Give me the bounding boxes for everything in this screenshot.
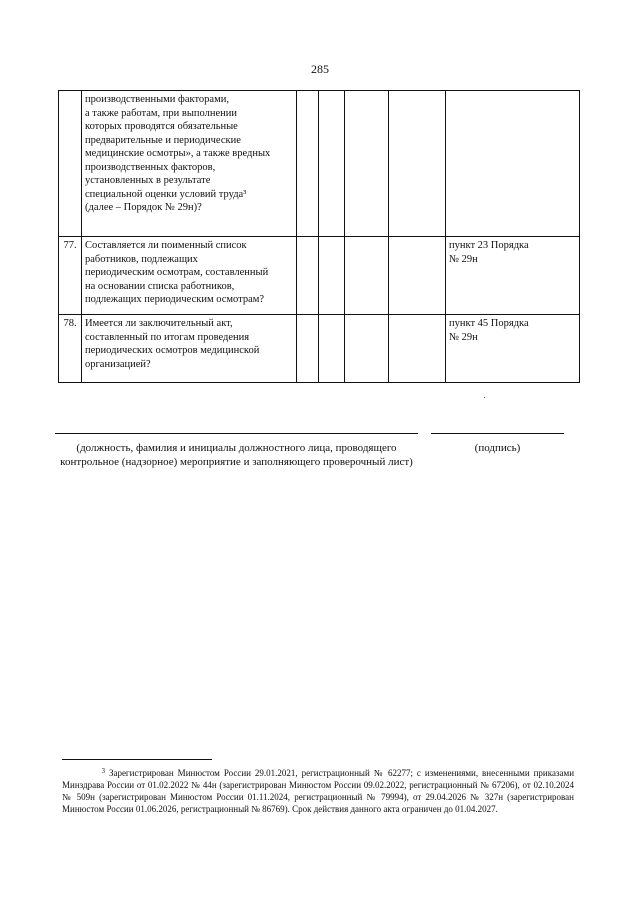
answer-no-cell[interactable] (319, 237, 345, 315)
footnote-text: Зарегистрирован Минюстом России 29.01.2021, регистрационный № 62277; с изменениями, внесенными приказами Минздрава России от 01.02.2022 № 44н (зарегистрирован Минюстом России 09.02.2022, регистрационный № 67206), от 02.10.2024 № 509н (зарегистрирован Минюстом России 01.11.2024, регистрационный № 79994), от 29.04.2026 № 327н (зарегистрирован Минюстом России 01.06.2026, регистрационный № 86769). Срок действия данного акта ограничен до 01.04.2027. (62, 768, 575, 814)
question-line: специальной оценки условий труда³ (85, 188, 247, 200)
question-line: производственных факторов, (85, 161, 216, 173)
signature-line[interactable] (431, 433, 564, 434)
signature-caption: (подпись) (474, 442, 521, 454)
reference-cell (446, 315, 580, 383)
answer-no-cell[interactable] (319, 91, 345, 237)
answer-yes-cell[interactable] (297, 237, 319, 315)
row-number: 77. (59, 237, 82, 315)
footnote-mark: 3 (101, 767, 105, 775)
official-signature-line[interactable] (55, 433, 418, 434)
answer-not-applicable-cell[interactable] (345, 237, 389, 315)
question-line: установленных в результате (85, 175, 211, 186)
checklist-table (58, 90, 580, 383)
reference-cell (446, 91, 580, 237)
note-cell[interactable] (389, 315, 446, 383)
question-line: (далее – Порядок № 29н)? (85, 202, 202, 213)
question-line: которых проводятся обязательные (85, 121, 238, 132)
answer-not-applicable-cell[interactable] (345, 91, 389, 237)
page-number: 285 (311, 62, 329, 76)
question-line: медицинские осмотры», а также вредных (85, 148, 271, 159)
reference-cell (446, 237, 580, 315)
footnote (62, 765, 574, 815)
question-line: составленный по итогам проведения (85, 331, 250, 343)
question-cell (82, 237, 297, 315)
answer-not-applicable-cell[interactable] (345, 315, 389, 383)
note-cell[interactable] (389, 237, 446, 315)
answer-yes-cell[interactable] (297, 91, 319, 237)
note-cell[interactable] (389, 91, 446, 237)
official-caption: (должность, фамилия и инициалы должностного лица, проводящего контрольное (надзорное) мероприятие и заполняющего проверочный лист) (60, 442, 413, 468)
reference-line: № 29н (449, 253, 478, 265)
question-line: Имеется ли заключительный акт, (85, 318, 233, 329)
question-line: организацией? (85, 358, 151, 370)
table-row (59, 315, 580, 383)
table-row (59, 91, 580, 237)
reference-line: пункт 23 Порядка (449, 240, 529, 251)
scan-speck (484, 397, 485, 398)
answer-yes-cell[interactable] (297, 315, 319, 383)
question-line: на основании списка работников, (85, 280, 235, 292)
row-number (59, 91, 82, 237)
question-line: работников, подлежащих (85, 253, 198, 265)
reference-line: № 29н (449, 331, 478, 343)
question-line: предварительные и периодические (85, 134, 241, 146)
question-line: подлежащих периодическим осмотрам? (85, 294, 265, 305)
question-cell (82, 91, 297, 237)
reference-line: пункт 45 Порядка (449, 318, 529, 329)
footnote-separator (62, 759, 212, 760)
question-line: производственными факторами, (85, 94, 229, 105)
question-line: периодическим осмотрам, составленный (85, 267, 269, 278)
question-line: Составляется ли поименный список (85, 240, 247, 251)
question-line: а также работам, при выполнении (85, 107, 238, 119)
answer-no-cell[interactable] (319, 315, 345, 383)
question-cell (82, 315, 297, 383)
table-row (59, 237, 580, 315)
question-line: периодических осмотров медицинской (85, 345, 260, 356)
row-number: 78. (59, 315, 82, 383)
